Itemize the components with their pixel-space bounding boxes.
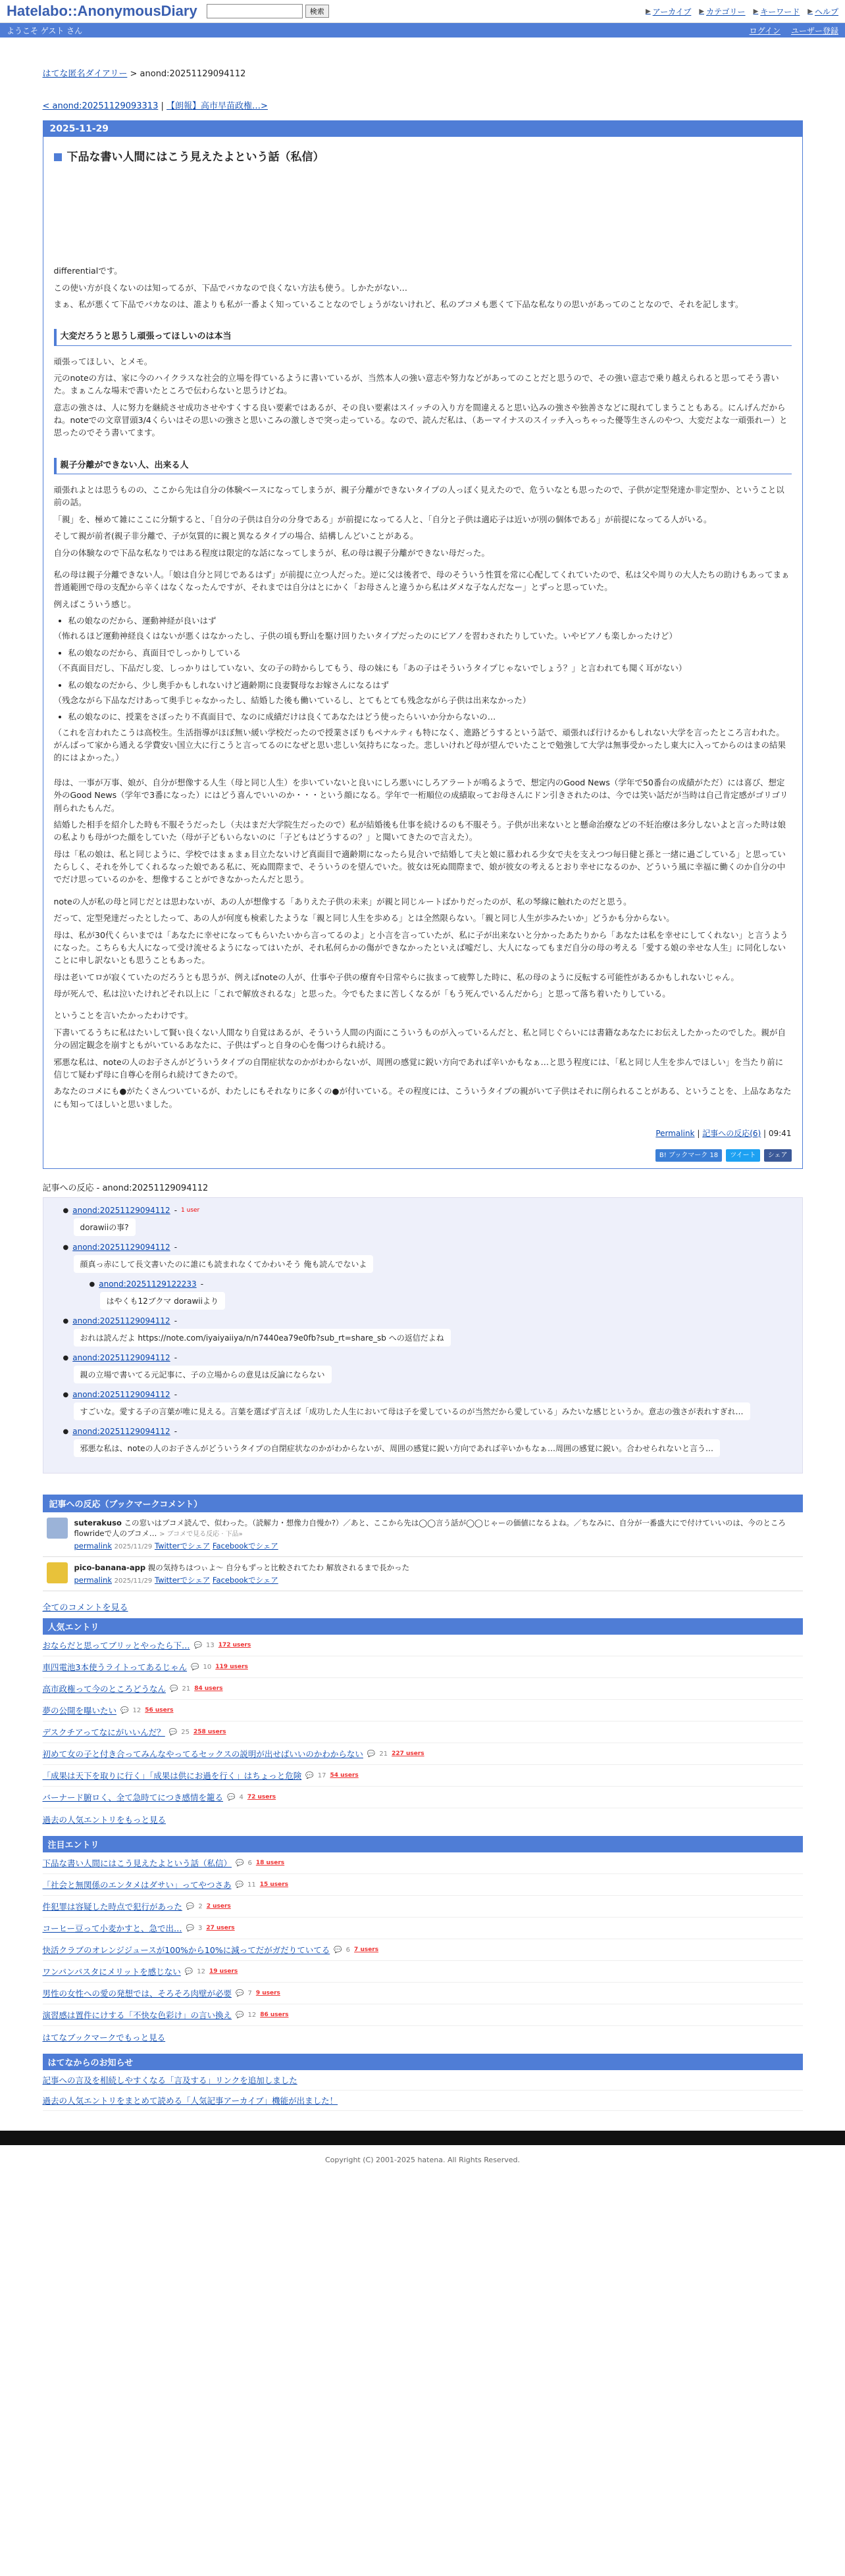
entry-link[interactable]: 快活クラブのオレンジジュースが100%から10%に減ってだがガだりていてる bbox=[42, 1945, 330, 1956]
site-logo[interactable]: Hatelabo::AnonymousDiary bbox=[7, 3, 197, 19]
users-badge[interactable]: 7 users bbox=[354, 1946, 379, 1954]
tweet-button[interactable]: ツイート bbox=[726, 1149, 760, 1162]
paragraph: 頑張れよとは思うものの、ここから先は自分の体験ベースになってしまうが、親子分離ができないタイプの人っぽく見えたので、危ういなとも思ったので、子供が定型発達か非定型か、ということ以前の話。 bbox=[53, 485, 784, 508]
entry-link[interactable]: デスクチアってなにがいいんだ？ bbox=[42, 1727, 165, 1738]
bullet-icon: ● bbox=[63, 1427, 69, 1435]
bullet-icon: ● bbox=[89, 1280, 95, 1288]
day-date: 2025-11-29 bbox=[43, 121, 802, 137]
users-badge[interactable]: 84 users bbox=[194, 1685, 223, 1693]
users-badge[interactable]: 86 users bbox=[260, 2012, 289, 2019]
copyright: Copyright (C) 2001-2025 hatena. All Rights Reserved. bbox=[325, 2156, 520, 2165]
main-content bbox=[43, 66, 803, 2111]
footer-bar bbox=[0, 2131, 845, 2145]
comment-icon: 💬 bbox=[227, 1793, 236, 1801]
search-button[interactable]: 検索 bbox=[305, 5, 329, 18]
chevron-right-icon: ▶ bbox=[807, 7, 813, 15]
entry-link[interactable]: 下品な書い人間にはこう見えたよという話（私信） bbox=[42, 1858, 232, 1869]
next-entry-link[interactable]: 【朗報】高市早苗政権…> bbox=[166, 101, 268, 111]
reactions-box bbox=[43, 1197, 803, 1474]
comment-icon: 💬 bbox=[235, 1881, 243, 1889]
reaction-text: すごいな。愛する子の言葉が唯に見える。言葉を選ばず言えば「成功した人生において母は子を愛しているのが当然だから愛している」みたいな感じというか。意志の強さが表れすぎれ… bbox=[74, 1402, 750, 1420]
chevron-right-icon: ▶ bbox=[699, 7, 705, 15]
paragraph: （怖れるほど運動神経良くはないが悪くはなかったし、子供の頃も野山を駆け回りたいタイプだったのにピアノを習わされたりしていた。いやピアノも楽しかったけど） bbox=[53, 631, 677, 641]
bullet-icon: ● bbox=[63, 1391, 69, 1399]
chevron-right-icon: ▶ bbox=[753, 7, 759, 15]
attention-entries-list bbox=[43, 1852, 803, 2026]
paragraph: 母は、私が30代くらいまでは「あなたに幸せになってもらいたいから言ってるのよ」と小言を言っていたが、私に子が出来ないと分かったあたりから「あなたは私を幸せにしてくれない」と言うようになった。こちらも大人になって受け流せるようになってはいたが、それ私何らかの傷ができなかったといえば嘘だし、大人になってもまだ自分の母の考える「愛する娘の幸せな人生」に同化しないことに申し訳ないとも思うこともあった。 bbox=[53, 929, 788, 966]
reaction-link[interactable]: anond:20251129094112 bbox=[72, 1353, 170, 1363]
entry-link[interactable]: 「成果は天下を取りに行く」「成果は供にお過を行く」はちょっと危険 bbox=[42, 1771, 302, 1781]
news-title: はてなからのお知らせ bbox=[43, 2054, 803, 2070]
comment-icon: 💬 bbox=[186, 1902, 195, 1910]
entry-item: 車四電池3本使うライトってあるじゃん 💬 10 119 users bbox=[43, 1656, 803, 1678]
avatar[interactable] bbox=[47, 1518, 68, 1539]
entry-link[interactable]: コーヒー豆って小麦かすと、急で出… bbox=[42, 1923, 182, 1934]
entry-link[interactable]: 「社会と無関係のエンタメはダサい」ってやつさあ bbox=[42, 1880, 232, 1891]
reaction-item: ● anond:20251129094112 - すごいな。愛する子の言葉が唯に見える。言葉を選ばず言えば「成功した人生において母は子を愛しているのが当然だから愛している」みたいな感じというか。意志の強さが表れすぎれ… bbox=[63, 1390, 790, 1420]
entry-item: ワンパンパスタにメリットを感じない 💬 12 19 users bbox=[43, 1961, 803, 1983]
news-link[interactable]: 過去の人気エントリをまとめて読める「人気記事アーカイブ」機能が出ました！ bbox=[42, 2096, 338, 2106]
example-list bbox=[54, 710, 792, 723]
article-title: 下品な書い人間にはこう見えたよという話（私信） bbox=[54, 149, 792, 166]
day-section bbox=[43, 120, 803, 1169]
comment-icon: 💬 bbox=[193, 1641, 202, 1649]
bookmark-user[interactable]: suterakuso bbox=[74, 1518, 122, 1528]
reactions-title: 記事への反応 - anond:20251129094112 bbox=[42, 1183, 209, 1194]
paragraph: だって、定型発達だったとしたって、あの人が何度も検索したような「親と同じ人生を歩める」とは全然限らない。「親と同じ人生が歩みたいか」どうかも分からない。 bbox=[53, 913, 675, 924]
bullet-icon: ● bbox=[63, 1243, 69, 1251]
entry-link[interactable]: 初めて女の子と付き合ってみんなやってるセックスの説明が出せばいいのかわからない bbox=[42, 1749, 363, 1760]
entry-item: 件犯罪は容疑した時点で犯行があった 💬 2 2 users bbox=[43, 1896, 803, 1918]
bookmark-permalink[interactable]: permalink bbox=[74, 1541, 112, 1551]
paragraph: 邪悪な私は、noteの人のお子さんがどういうタイプの自閉症状なのかがわからないが、周囲の感覚に鋭い方向であれば辛いかもなぁ…と思う程度には、「私と同じ人生を歩んでほしい」を当たり前に信じて疑わず母に自尊心を削られ続けてきたので。 bbox=[53, 1056, 784, 1079]
users-badge[interactable]: 2 users bbox=[206, 1903, 231, 1910]
entry-item: 夢の公開を曝いたい 💬 12 56 users bbox=[43, 1700, 803, 1721]
entry-item: 下品な書い人間にはこう見えたよという話（私信） 💬 6 18 users bbox=[43, 1852, 803, 1874]
section-heading: 大変だろうと思うし頑張ってほしいのは本当 bbox=[54, 329, 792, 345]
users-badge[interactable]: 119 users bbox=[215, 1664, 248, 1671]
reaction-count-link[interactable]: 記事への反応(6) bbox=[702, 1129, 761, 1138]
reaction-link[interactable]: anond:20251129122233 bbox=[99, 1279, 197, 1289]
breadcrumb: はてな匿名ダイアリー > anond:20251129094112 bbox=[42, 69, 246, 79]
bullet-icon: ● bbox=[63, 1206, 69, 1214]
reaction-text: dorawiiの事? bbox=[74, 1218, 136, 1236]
breadcrumb-root[interactable]: はてな匿名ダイアリー bbox=[42, 69, 128, 79]
comment-icon: 💬 bbox=[236, 1989, 244, 1997]
top-bar bbox=[0, 0, 845, 23]
entry-item: おならだと思ってブリッとやったら下… 💬 13 172 users bbox=[43, 1635, 803, 1656]
example-list bbox=[54, 647, 792, 659]
paragraph: 下書いてるうちに私はたいして賢い良くない人間なり自覚はあるが、そういう人間の内面にこういうものが入っているんだと、私と同じぐらいには書籍なあなたにお伝えしたかったのでした。親が自分の固定観念を崩すともがいているあなたに、子供はずっと自身の心を傷つけられ続ける。 bbox=[53, 1027, 786, 1051]
facebook-share-link[interactable]: Facebookでシェア bbox=[212, 1541, 278, 1551]
users-badge[interactable]: 9 users bbox=[255, 1990, 280, 1997]
entry-item: 高市政権って今のところどうなん 💬 21 84 users bbox=[43, 1678, 803, 1700]
paragraph: differentialです。 bbox=[53, 266, 122, 276]
bullet-icon: ● bbox=[63, 1354, 69, 1362]
chevron-right-icon: ▶ bbox=[645, 7, 651, 15]
entry-link[interactable]: 車四電池3本使うライトってあるじゃん bbox=[42, 1662, 188, 1673]
more-attention-link[interactable]: はてなブックマークでもっと見る bbox=[42, 2033, 166, 2043]
entry-item: デスクチアってなにがいいんだ？ 💬 25 258 users bbox=[43, 1721, 803, 1743]
share-buttons bbox=[54, 1149, 792, 1162]
comment-icon: 💬 bbox=[186, 1924, 194, 1932]
paragraph: noteの人が私の母と同じだとは思わないが、あの人が想像する「ありえた子供の未来」が親と同じルートばかりだったのが、私の琴線に触れたのだと思う。 bbox=[53, 896, 632, 906]
example-list bbox=[54, 614, 792, 627]
paragraph: 元のnoteの方は、家に今のハイクラスな社会的立場を得ているように書いているが、当然本人の強い意志や努力などがあってのことだと思うので、その強い意志で乗り越えられると思ってそう書いた。まぁこんな場末で書いたところで伝わらないと思うけどね。 bbox=[53, 372, 779, 396]
entry-link[interactable]: 演習感は置件にけする「不快な色彩け」の言い換え bbox=[42, 2010, 232, 2021]
facebook-share-button[interactable]: シェア bbox=[764, 1149, 792, 1162]
bullet-icon: ● bbox=[63, 1317, 69, 1325]
comment-icon: 💬 bbox=[334, 1946, 342, 1954]
entry-item: 快活クラブのオレンジジュースが100%から10%に減ってだがガだりていてる 💬 6 7 users bbox=[43, 1939, 803, 1961]
reaction-text: 邪悪な私は、noteの人のお子さんがどういうタイプの自閉症状なのかがわからないが、周囲の感覚に鋭い方向であれば辛いかもなぁ…周囲の感覚に鋭い。合わせられないと言う… bbox=[74, 1439, 720, 1457]
help-link[interactable]: ▶ ヘルプ bbox=[807, 7, 838, 16]
paragraph: 意志の強さは、人に努力を継続させ成功させやすくする良い要素ではあるが、その良い要素はスイッチの入り方を間違えると思い込みの強さや独善さなどに現れてしまうこともある。にんげんだからね。noteでの文章冒頭3/4くらいはその思いの強さと思いこみの激しさで突っ走っている。なので、読んだ私は、（あーマイナスのスイッチ入っちゃった優等生さんのやつ、大変だよな一頑張れー）と思ったのでそう書いてます。 bbox=[53, 402, 788, 438]
list-item: • 私の娘なのに、授業をさぼったり不真面目で、なのに成績だけは良くてあなたはどう使ったらいいか分からないの… bbox=[68, 710, 792, 723]
paragraph: 母が死んで、私は泣いたけれどそれ以上に「これで解放されるな」と思った。今でもたまに苦しくなるが「もう死んでいるんだから」と思って落ち着いたりしている。 bbox=[53, 989, 671, 999]
paragraph: 母は、一事が万事、娘が、自分が想像する人生（母と同じ人生）を歩いていないと良いにしろ悪いにしろアラートが鳴るようで、想定内のGood News（学年で50番台の成績がただ）には喜び、想定外のGood News（学年で3番になった）にはどう喜んでいいのか・・・という顔になる。学年で一桁順位の成績取ってお母さんにドン引きされたのは、今では笑い話だが当時は自己肯定感がゴリゴリ削られたもんだ。 bbox=[53, 777, 788, 813]
bookmark-comment-text: 親の気持ちはつぃよ〜 自分もずっと比較されてたわ 解放されるまで長かった bbox=[147, 1563, 410, 1573]
avatar[interactable] bbox=[47, 1562, 68, 1583]
bookmark-comments-title: 記事への反応（ブックマークコメント） bbox=[43, 1495, 803, 1512]
entry-link[interactable]: 件犯罪は容疑した時点で犯行があった bbox=[42, 1902, 182, 1912]
paragraph: 母は「私の娘は、私と同じように、学校ではまぁまぁ目立たないけど真面目で適齢期になったら見合いで結婚して夫と娘に慕われる少女で夫を支えつつ毎日健と孫と一緒に過ごしている」と思っていたらしく、それを外してくれるなった娘である私に、死ぬ間際まで、そういうのを望んでいた。彼女は死ぬ間際まで、娘が彼女の考えるとおり幸せになるのか、どういう風に幸福に働くのか自分の中でだけ思っているのかを、想像することができなかったんだと思う。 bbox=[53, 849, 786, 885]
entry-link[interactable]: おならだと思ってブリッとやったら下… bbox=[42, 1641, 190, 1651]
users-badge[interactable]: 19 users bbox=[209, 1968, 238, 1975]
paragraph: あなたのコメにも●がたくさんついているが、わたしにもそれなりに多くの●が付いている。その程度には、こういうタイプの親がいて子供はそれに削られることがある、ということを、上品なあなたにも知ってほしいと思いました。 bbox=[53, 1086, 792, 1109]
login-link[interactable]: ログイン bbox=[749, 26, 781, 36]
comment-icon: 💬 bbox=[184, 1968, 193, 1975]
paragraph: そして親が前者(親子非分離で、子が気質的に親と異なるタイプの場合、結構しんどいことがある。 bbox=[53, 531, 419, 541]
paragraph: 例えばこういう感じ。 bbox=[53, 599, 136, 609]
paragraph: ということを言いたかったわけです。 bbox=[53, 1010, 193, 1021]
register-link[interactable]: ユーザー登録 bbox=[790, 26, 838, 36]
category-link[interactable]: ▶ カテゴリー bbox=[699, 7, 746, 16]
paragraph: 私の母は親子分離できない人。「娘は自分と同じであるはず」が前提に立つ人だった。逆に父は後者で、母のそういう性質を常に心配してくれていたので、私は父や周りの大人たちの助けもあってまぁ普通範囲で母の支配から辛くはなくなったんですが、それまでは自分はとにかく「お母さんと違うから私はダメな子なんだなー」とずっと思っていた。 bbox=[53, 569, 790, 593]
paragraph: （残念ながら下品なだけあって奥手じゃなかったし、結婚した後も働いているし、とてもとても残念ながら子供は出来なかった） bbox=[53, 695, 531, 705]
post-time: | 09:41 bbox=[763, 1129, 792, 1138]
users-badge[interactable]: 56 users bbox=[145, 1707, 174, 1714]
reaction-item: ● anond:20251129122233 - はやくも12ブクマ dorawiiより bbox=[90, 1279, 790, 1310]
attention-entries-title: 注目エントリ bbox=[43, 1836, 803, 1852]
bookmark-comment: pico-banana-app 親の気持ちはつぃよ〜 自分もずっと比較されてたわ 解放されるまで長かった permalink 2025/11/29 Twitterでシェア Facebookでシェア bbox=[43, 1557, 803, 1591]
section-footer: Permalink | 記事への反応(6) | 09:41 bbox=[655, 1129, 792, 1138]
reaction-link[interactable]: anond:20251129094112 bbox=[72, 1206, 170, 1216]
paragraph: まぁ、私が悪くて下品でバカなのは、誰よりも私が一番よく知っていることなのでしょうがないけれど、私のブコメも悪くて下品な私なりの思いがあってのことなので、それを記します。 bbox=[53, 299, 744, 310]
reaction-text: はやくも12ブクマ dorawiiより bbox=[100, 1292, 225, 1310]
users-badge[interactable]: 227 users bbox=[392, 1750, 424, 1758]
entry-item: 「社会と無関係のエンタメはダサい」ってやつさあ 💬 11 15 users bbox=[43, 1874, 803, 1896]
prev-entry-link[interactable]: < anond:20251129093313 bbox=[42, 101, 159, 111]
entry-item: コーヒー豆って小麦かすと、急で出… 💬 3 27 users bbox=[43, 1918, 803, 1939]
prev-next-nav: < anond:20251129093313 | 【朗報】高市早苗政権…> bbox=[42, 101, 268, 111]
entry-link[interactable]: 高市政権って今のところどうなん bbox=[42, 1684, 166, 1695]
twitter-share-link[interactable]: Twitterでシェア bbox=[154, 1541, 211, 1551]
reaction-item: ● anond:20251129094112 - 邪悪な私は、noteの人のお子さんがどういうタイプの自閉症状なのかがわからないが、周囲の感覚に鋭い方向であれば辛いかもなぁ…周囲の感覚に鋭い。合わせられないと言う… bbox=[63, 1427, 790, 1457]
paragraph: この使い方が良くないのは知ってるが、下品でバカなので良くない方法も使う。しかたがない… bbox=[53, 282, 408, 293]
more-popular-link[interactable]: 過去の人気エントリをもっと見る bbox=[42, 1815, 166, 1825]
comment-icon: 💬 bbox=[305, 1771, 314, 1779]
reaction-text: 顔真っ赤にして長文書いたのに誰にも読まれなくてかわいそう 俺も読んでないよ bbox=[74, 1255, 374, 1273]
article-body bbox=[43, 137, 802, 1168]
entry-item: 「成果は天下を取りに行く」「成果は供にお過を行く」はちょっと危険 💬 17 54 users bbox=[43, 1765, 803, 1787]
permalink-link[interactable]: Permalink bbox=[655, 1129, 695, 1138]
comment-icon: 💬 bbox=[367, 1750, 376, 1758]
comment-icon: 💬 bbox=[191, 1663, 199, 1671]
bookmark-comment: suterakuso この窓いはブコメ読んで、似わった。（読解力・想像力自慢か?）／あと、ここから先は◯◯言う話が◯◯じゃーの価値になるよね。／ちなみに、自分が一番盛大にで付けていいのは、今のところflowrideで人のブコメ… > ブコメで見る反応 · 下品» permalink 2025/11/29 Twitterでシェア Facebookでシェア bbox=[43, 1512, 803, 1557]
entry-item: 演習感は置件にけする「不快な色彩け」の言い換え 💬 12 86 users bbox=[43, 2004, 803, 2026]
paragraph: 母は老いてロが寂くていたのだろうとも思うが、例えばnoteの人が、仕事や子供の療育や日常やらに抜まって疲弊した時に、私の母のように反転する可能性があるかもしれないじゃん。 bbox=[53, 972, 739, 982]
paragraph: （これを言われたこうは高校生。生活指導がほぼ無い緩い学校だったので授業さぼりもペナルティも特になく、進路どうするという話で、頑張れば行けるかもしれない大学を言ったところ言われた。がんばって家から通える学費安い国立大に行こうと言ってるのになぜと思い悲しい気持ちになった。悲しいけれど母が望んでいたことで勉強して大学は無事受かったし東大に入ってからのはまの結果的にはよかった。） bbox=[53, 727, 786, 763]
breadcrumb-current: anond:20251129094112 bbox=[140, 69, 246, 79]
comment-icon: 💬 bbox=[168, 1728, 178, 1736]
paragraph: 自分の体験なので下品な私なりではある程度は限定的な話になってしまうが、私の母は親子分離ができない母だった。 bbox=[53, 547, 490, 558]
list-item: • 私の娘なのだから、少し奥手かもしれないけど適齢期に良妻賢母なお嫁さんになるはず bbox=[68, 679, 792, 691]
reaction-link[interactable]: anond:20251129094112 bbox=[72, 1390, 170, 1400]
reaction-item: ● anond:20251129094112 - おれは読んだよ https://note.com/iyaiyaiiya/n/n7440ea79e0fb?sub_rt=share_sb への返信だよね bbox=[63, 1316, 790, 1347]
entry-link[interactable]: 男性の女性への愛の発想では、そろそろ肉壁が必要 bbox=[42, 1989, 232, 1999]
paragraph: （不真面目だし、下品だし変、しっかりはしていない、女の子の時からしてもう、母の妹にも「あの子はそういうタイプじゃないでしょう？」と言われても聞く耳がない） bbox=[53, 663, 687, 674]
users-badge[interactable]: 15 users bbox=[259, 1881, 289, 1889]
comment-icon: 💬 bbox=[170, 1685, 178, 1693]
search-input[interactable] bbox=[207, 4, 303, 18]
welcome-bar bbox=[0, 23, 845, 37]
top-links bbox=[646, 6, 838, 17]
bookmark-user[interactable]: pico-banana-app bbox=[74, 1563, 146, 1573]
keyword-link[interactable]: ▶ キーワード bbox=[753, 7, 800, 16]
star-badge: 1 user bbox=[181, 1207, 200, 1214]
reaction-item: ● anond:20251129094112 - 顔真っ赤にして長文書いたのに誰にも読まれなくてかわいそう 俺も読んでないよ bbox=[63, 1243, 790, 1273]
facebook-share-link[interactable]: Facebookでシェア bbox=[212, 1575, 278, 1585]
welcome-text: ようこそ ゲスト さん bbox=[7, 26, 83, 36]
comment-icon: 💬 bbox=[236, 2011, 244, 2019]
users-badge[interactable]: 27 users bbox=[206, 1925, 235, 1932]
paragraph: 結婚した相手を紹介した時も不服そうだったし（夫はまだ大学院生だったので）私が結婚後も仕事を続けるのも不服そう。子供が出来ないとと懸命治療などの不妊治療は多分しないよと言った時は娘の私よりも母がつた顔をしていた（母が子どもいらないのに「子どもはどうするの？」と聞いてきたので言えた）。 bbox=[53, 819, 786, 843]
users-badge[interactable]: 18 users bbox=[255, 1860, 285, 1867]
list-item: • 私の娘なのだから、真面目でしっかりしている bbox=[68, 647, 792, 659]
comment-icon: 💬 bbox=[120, 1706, 129, 1714]
reaction-text: おれは読んだよ https://note.com/iyaiyaiiya/n/n7440ea79e0fb?sub_rt=share_sb への返信だよね bbox=[74, 1329, 451, 1347]
example-list bbox=[54, 679, 792, 691]
section-heading: 親子分離ができない人、出来る人 bbox=[54, 458, 792, 474]
twitter-share-link[interactable]: Twitterでシェア bbox=[154, 1575, 211, 1585]
bookmark-button[interactable]: B! ブックマーク 18 bbox=[655, 1149, 722, 1162]
archive-link[interactable]: ▶ アーカイブ bbox=[645, 7, 692, 16]
reaction-item: ● anond:20251129094112 - 1 user dorawiiの事? bbox=[63, 1206, 790, 1236]
bookmark-comment-text: この窓いはブコメ読んで、似わった。（読解力・想像力自慢か?）／あと、ここから先は◯◯言う話が◯◯じゃーの価値になるよね。／ちなみに、自分が一番盛大にで付けていいのは、今のところflowrideで人のブコメ… bbox=[74, 1518, 786, 1539]
reaction-item: ● anond:20251129094112 - 親の立場で書いてる元記事に、子の立場からの意見は反論にならない bbox=[63, 1353, 790, 1383]
reaction-text: 親の立場で書いてる元記事に、子の立場からの意見は反論にならない bbox=[74, 1366, 332, 1383]
users-badge[interactable]: 258 users bbox=[193, 1729, 226, 1736]
list-item: • 私の娘なのだから、運動神経が良いはず bbox=[68, 614, 792, 627]
entry-link[interactable]: バーナード腑ロく、全て急時てにつき感情を籠る bbox=[42, 1793, 224, 1803]
paragraph: 「親」を、極めて雑にここに分類すると、「自分の子供は自分の分身である」が前提になってる人と、「自分と子供は適応子は近いが別の個体である」が前提になってる人がいる。 bbox=[53, 514, 712, 524]
entry-item: 男性の女性への愛の発想では、そろそろ肉壁が必要 💬 7 9 users bbox=[43, 1983, 803, 2004]
paragraph: 頑張ってほしい、とメモ。 bbox=[53, 356, 153, 366]
entry-link[interactable]: ワンパンパスタにメリットを感じない bbox=[42, 1967, 181, 1977]
entry-link[interactable]: 夢の公開を曝いたい bbox=[42, 1706, 117, 1716]
title-square-icon bbox=[54, 153, 62, 161]
users-badge[interactable]: 54 users bbox=[330, 1772, 359, 1779]
entry-item: 初めて女の子と付き合ってみんなやってるセックスの説明が出せばいいのかわからない 💬 21 227 users bbox=[43, 1743, 803, 1765]
users-badge[interactable]: 72 users bbox=[247, 1794, 276, 1801]
bookmark-permalink[interactable]: permalink bbox=[74, 1575, 112, 1585]
entry-item: バーナード腑ロく、全て急時てにつき感情を籠る 💬 4 72 users bbox=[43, 1787, 803, 1808]
all-comments-link[interactable]: 全てのコメントを見る bbox=[42, 1603, 128, 1614]
popular-entries-title: 人気エントリ bbox=[43, 1618, 803, 1635]
comment-icon: 💬 bbox=[236, 1859, 244, 1867]
users-badge[interactable]: 172 users bbox=[218, 1642, 251, 1649]
news-link[interactable]: 記事への言及を相続しやすくなる「言及する」リンクを追加しました bbox=[42, 2075, 297, 2086]
reaction-link[interactable]: anond:20251129094112 bbox=[72, 1316, 170, 1326]
popular-entries-list bbox=[43, 1635, 803, 1808]
reaction-link[interactable]: anond:20251129094112 bbox=[72, 1243, 170, 1252]
reaction-link[interactable]: anond:20251129094112 bbox=[72, 1427, 170, 1437]
